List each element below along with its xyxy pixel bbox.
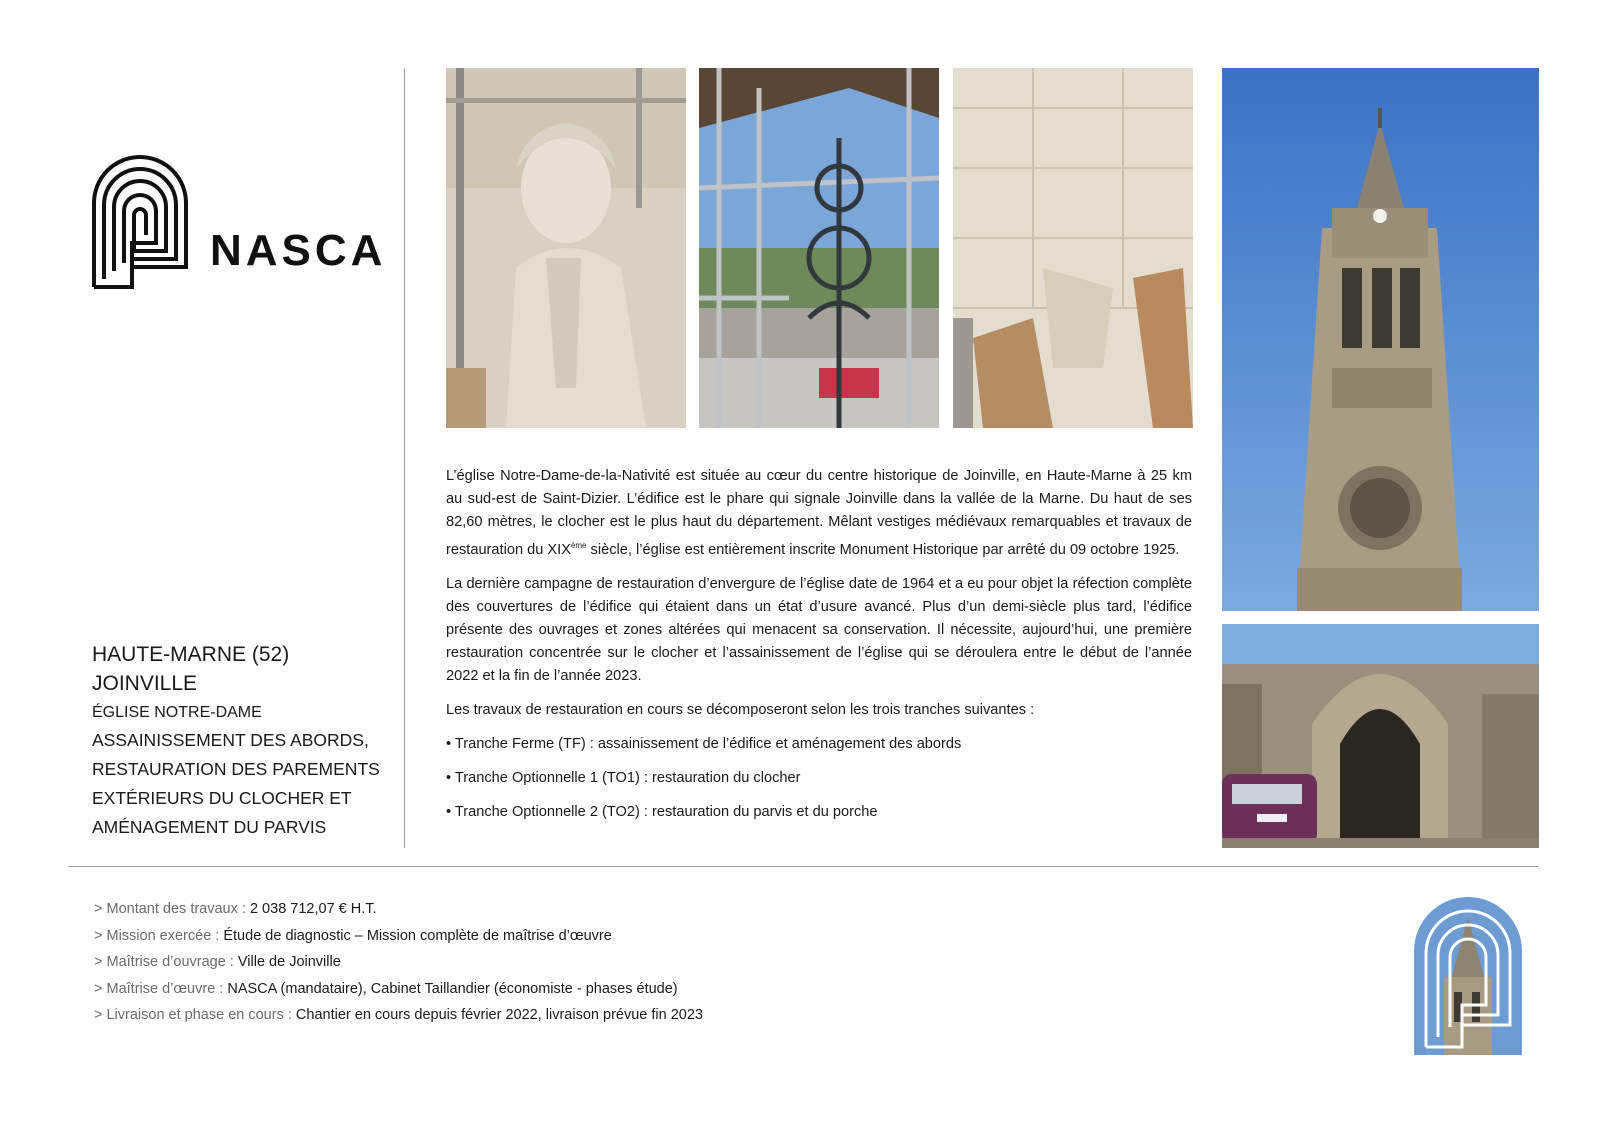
horizontal-divider [68, 866, 1538, 867]
tranche-item: • Tranche Optionnelle 2 (TO2) : restauration du parvis et du porche [446, 803, 878, 820]
nasca-logo-mark [92, 155, 188, 291]
vertical-divider [404, 68, 405, 848]
emblem-logo-icon [1412, 897, 1524, 1055]
brand-name: NASCA [210, 226, 387, 275]
photo-portal [1222, 624, 1539, 848]
department: HAUTE-MARNE (52) [92, 643, 290, 666]
building-name: ÉGLISE NOTRE-DAME [92, 704, 262, 721]
photo-scaffolding [699, 68, 939, 428]
tranche-item: • Tranche Ferme (TF) : assainissement de l’édifice et aménagement des abords [446, 735, 962, 752]
project-title-block [92, 640, 392, 842]
city: JOINVILLE [92, 672, 198, 695]
info-line: > Maîtrise d’ouvrage : Ville de Joinville [94, 954, 341, 970]
info-line: > Montant des travaux : 2 038 712,07 € H.T. [94, 901, 377, 917]
photo-stonework [953, 68, 1193, 428]
description-paragraph: L’église Notre-Dame-de-la-Nativité est située au cœur du centre historique de Joinville, en Haute-Marne à 25 km au sud-est de Saint-Dizier. L’édifice est le phare qui signale Joinville dans la vallée de la Marne. Du haut de ses 82,60 mètres, le clocher est le plus haut du département. Mêlant vestiges médiévaux remarquables et travaux de restauration du XIXème siècle, l’église est entièrement inscrite Monument Historique par arrêté du 09 octobre 1925. [446, 468, 1192, 558]
description [446, 465, 1192, 835]
description-paragraph: La dernière campagne de restauration d’envergure de l’église date de 1964 et a eu pour objet la réfection complète des couvertures de l’édifice qui étaient dans un état d’usure avancé. Plus d’un demi-siècle plus tard, l’édifice présente des ouvrages et zones altérées qui menacent sa conservation. Il nécessite, aujourd’hui, une première restauration concentrée sur le clocher et l’assainissement de l’église qui se déroulera entre le début de l’année 2022 et la fin de l’année 2023. [446, 575, 1192, 684]
project-line: EXTÉRIEURS DU CLOCHER ET [92, 788, 352, 808]
info-line: > Mission exercée : Étude de diagnostic – Mission complète de maîtrise d’œuvre [94, 927, 612, 944]
description-paragraph: Les travaux de restauration en cours se décomposeront selon les trois tranches suivantes : [446, 701, 1035, 718]
project-line: ASSAINISSEMENT DES ABORDS, [92, 730, 369, 750]
project-line: AMÉNAGEMENT DU PARVIS [92, 817, 327, 837]
photo-bell-tower [1222, 68, 1539, 611]
info-line: > Livraison et phase en cours : Chantier en cours depuis février 2022, livraison prévue fin 2023 [94, 1007, 703, 1023]
arch-logo-icon [92, 155, 188, 291]
project-line: RESTAURATION DES PAREMENTS [92, 759, 380, 779]
info-line: > Maîtrise d’œuvre : NASCA (mandataire), Cabinet Taillandier (économiste - phases étude) [94, 980, 678, 997]
project-info [94, 896, 703, 1029]
tranche-item: • Tranche Optionnelle 1 (TO1) : restauration du clocher [446, 769, 801, 786]
photo-statue [446, 68, 686, 428]
